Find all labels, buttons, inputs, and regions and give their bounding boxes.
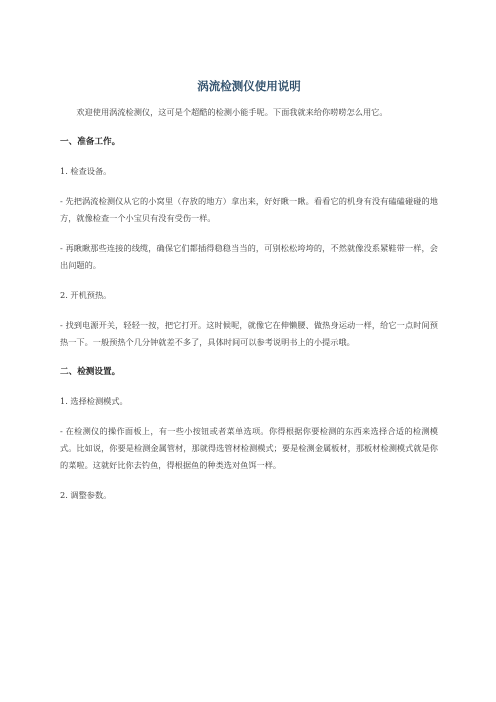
document-title: 涡流检测仪使用说明 [197,79,301,93]
section-heading: 一、准备工作。 [60,137,121,147]
paragraph: - 再瞅瞅那些连接的线缆，确保它们都插得稳稳当当的，可别松松垮垮的，不然就像没系紧鞋带一样，会出问题的。 [60,243,438,270]
paragraph: - 在检测仪的操作面板上，有一些小按钮或者菜单选项。你得根据你要检测的东西来选择合适的检测模式。比如说，你要是检测金属管材，那就得选管材检测模式；要是检测金属板材，那板材检测模式就是你的菜啦。这就好比你去钓鱼，得根据鱼的种类选对鱼饵一样。 [60,426,438,470]
list-item-adjust-params: 2. 调整参数。 [60,490,112,500]
list-item-power-on: 2. 开机预热。 [60,290,112,300]
list-item-check-device: 1. 检查设备。 [60,166,112,176]
paragraph: - 找到电源开关，轻轻一按，把它打开。这时候呢，就像它在伸懒腰、做热身运动一样，给它一点时间预热一下。一般预热个几分钟就差不多了，具体时间可以参考说明书上的小提示哦。 [60,320,438,347]
list-item-select-mode: 1. 选择检测模式。 [60,396,128,406]
section-heading: 二、检测设置。 [60,367,121,377]
paragraph: - 先把涡流检测仪从它的小窝里（存放的地方）拿出来，好好瞅一瞅。看看它的机身有没有磕磕碰碰的地方，就像检查一个小宝贝有没有受伤一样。 [60,196,438,223]
intro-paragraph: 欢迎使用涡流检测仪，这可是个超酷的检测小能手呢。下面我就来给你唠唠怎么用它。 [76,107,388,117]
section-preparation [60,134,438,351]
section-detection-settings [60,364,438,504]
